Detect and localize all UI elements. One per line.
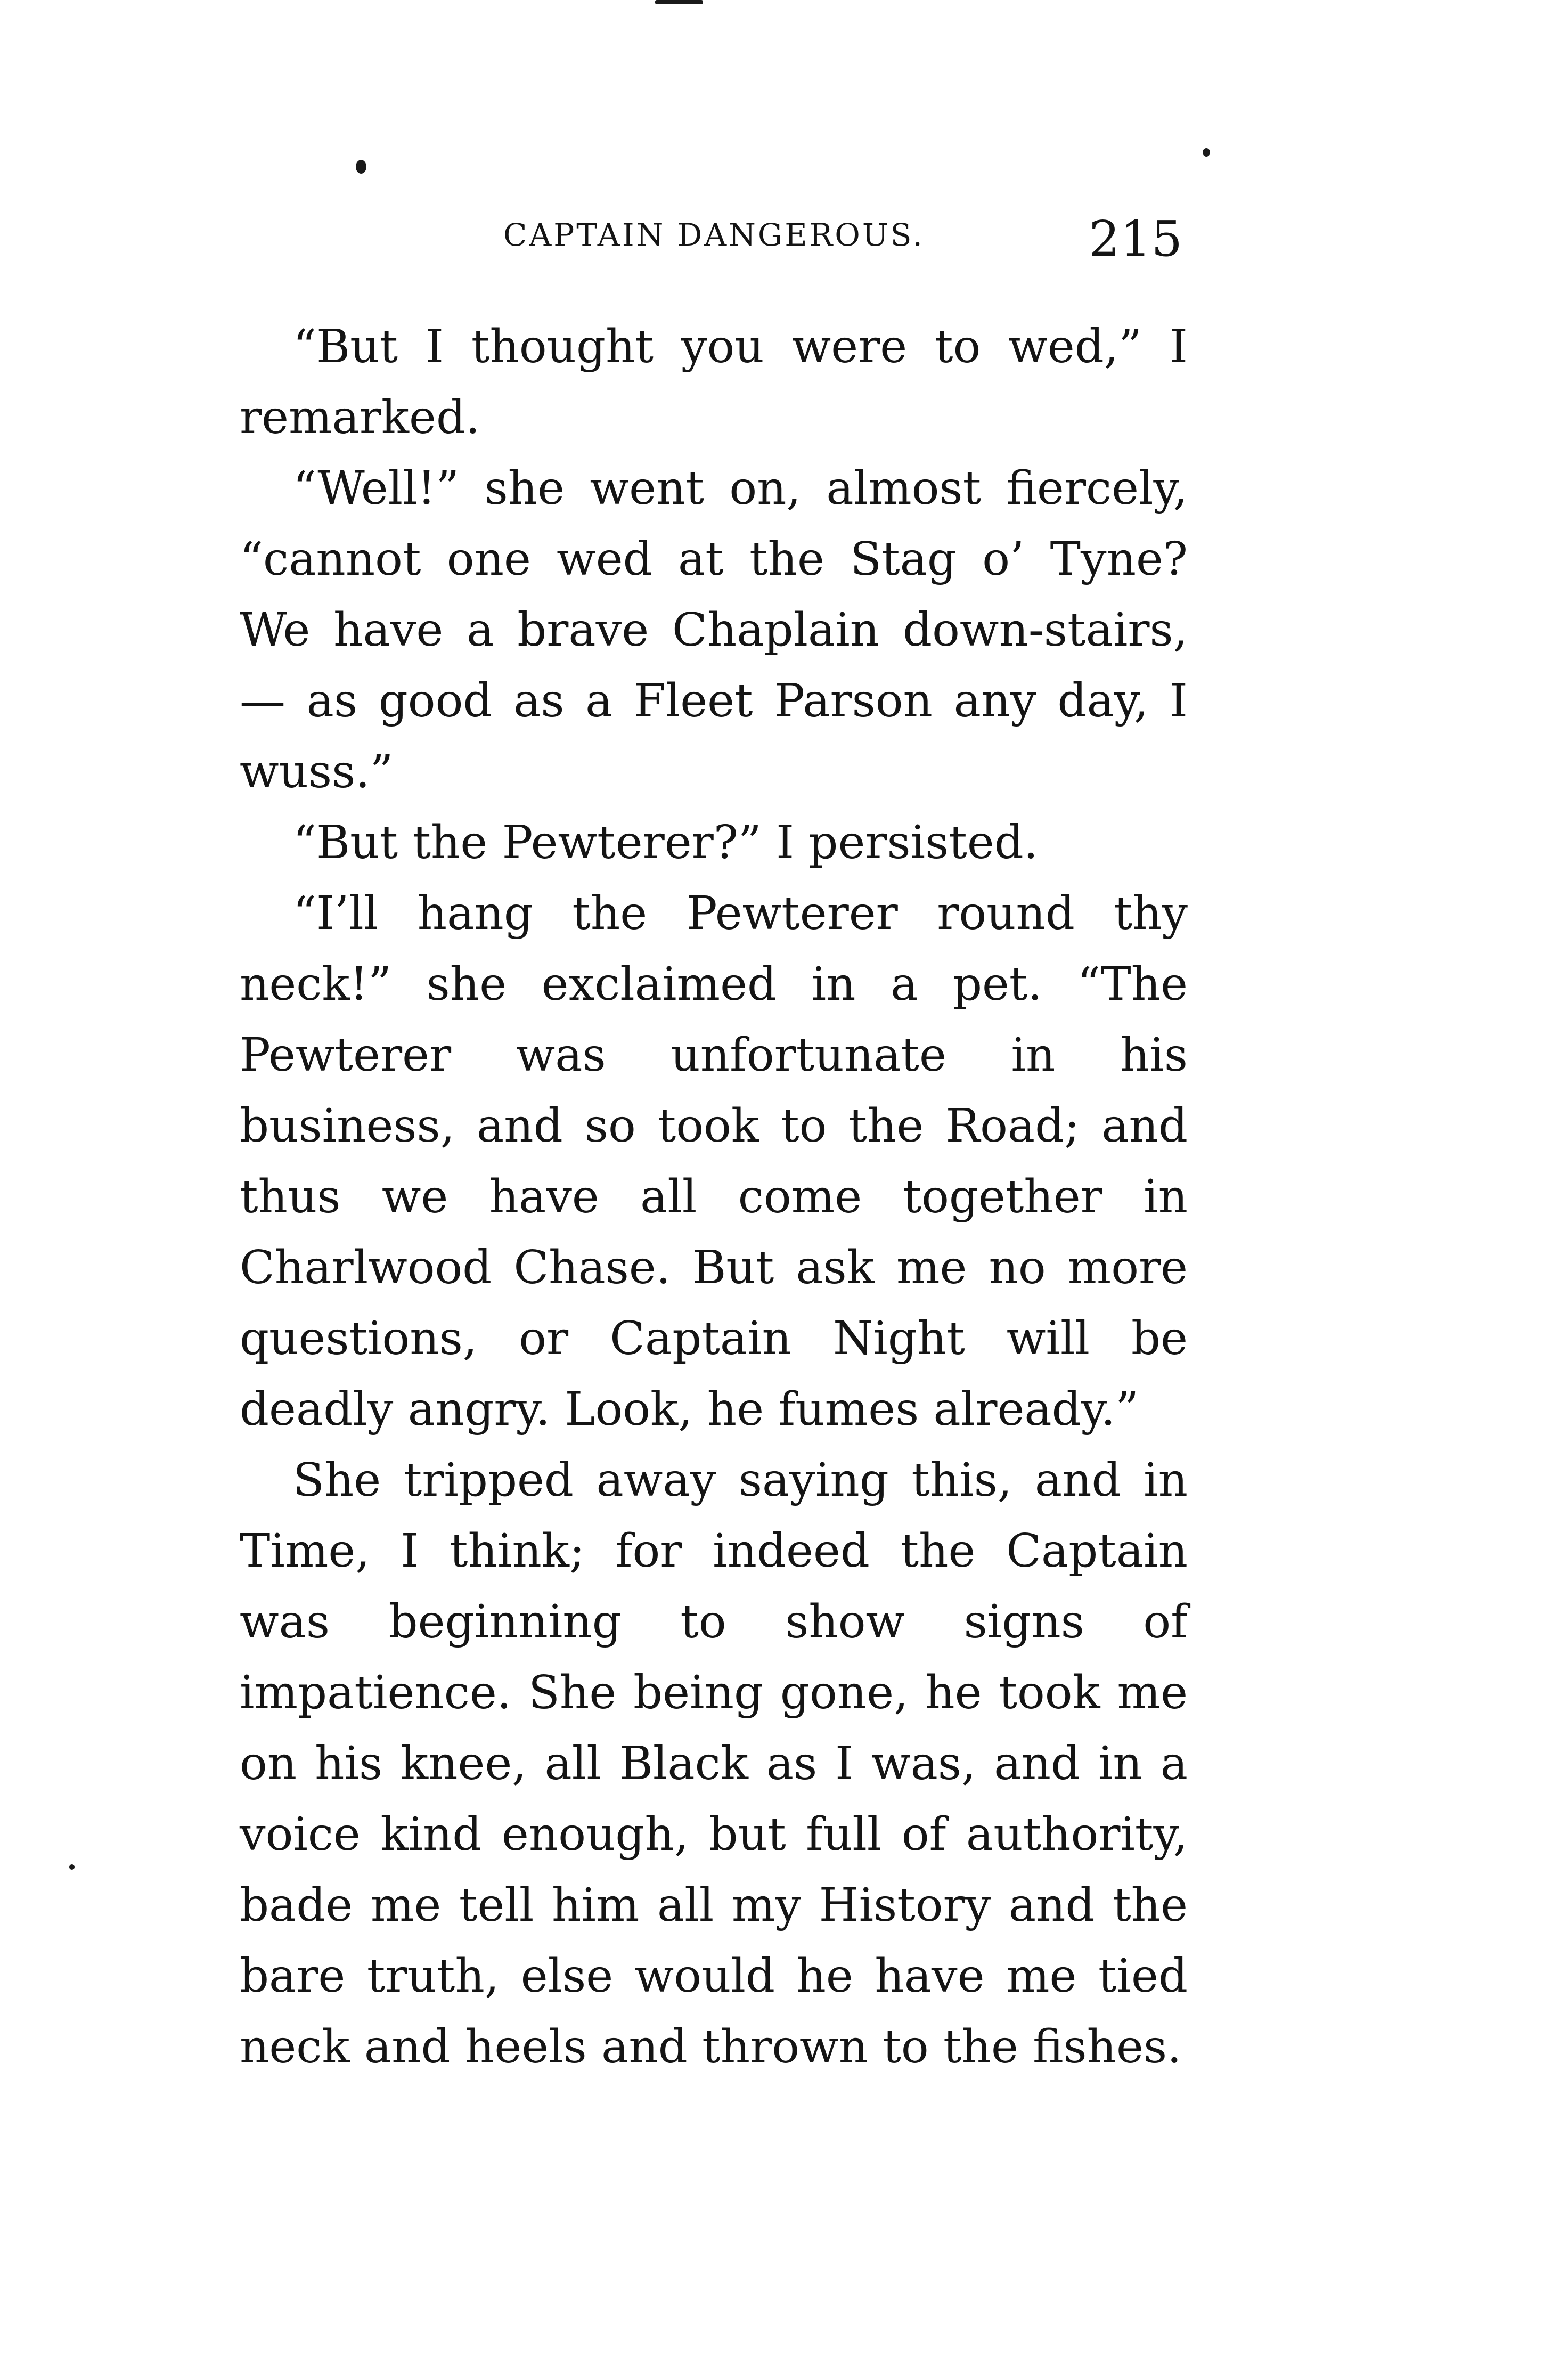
- paragraph: “But the Pewterer?” I persisted.: [293, 816, 1039, 869]
- ink-speck: [655, 0, 703, 4]
- ink-speck: [1203, 148, 1210, 157]
- running-head: [240, 210, 1188, 269]
- running-title: CAPTAIN DANGEROUS.: [503, 217, 925, 253]
- paragraph: “But I thought you were to wed,” I remarked.: [240, 320, 1188, 444]
- paragraph: “Well!” she went on, almost fiercely, “cannot one wed at the Stag o’ Tyne? We have a brave Chaplain down-stairs,— as good as a Fleet Parson any day, I wuss.”: [240, 462, 1188, 798]
- body-text: [240, 312, 1188, 2083]
- paragraph: “I’ll hang the Pewterer round thy neck!” she exclaimed in a pet. “The Pewterer was unfortunate in his business, and so took to the Road; and thus we have all come together in Charlwood Chase. But ask me no more questions, or Captain Night will be deadly angry. Look, he fumes already.”: [240, 887, 1188, 1436]
- ink-speck: [356, 160, 366, 174]
- page-number: 215: [1089, 210, 1182, 267]
- paragraph: She tripped away saying this, and in Time, I think; for indeed the Captain was beginning to show signs of impatience. She being gone, he took me on his knee, all Black as I was, and in a voice kind enough, but full of authority, bade me tell him all my History and the bare truth, else would he have me tied neck and heels and thrown to the fishes.: [240, 1454, 1188, 2074]
- ink-speck: [69, 1864, 75, 1870]
